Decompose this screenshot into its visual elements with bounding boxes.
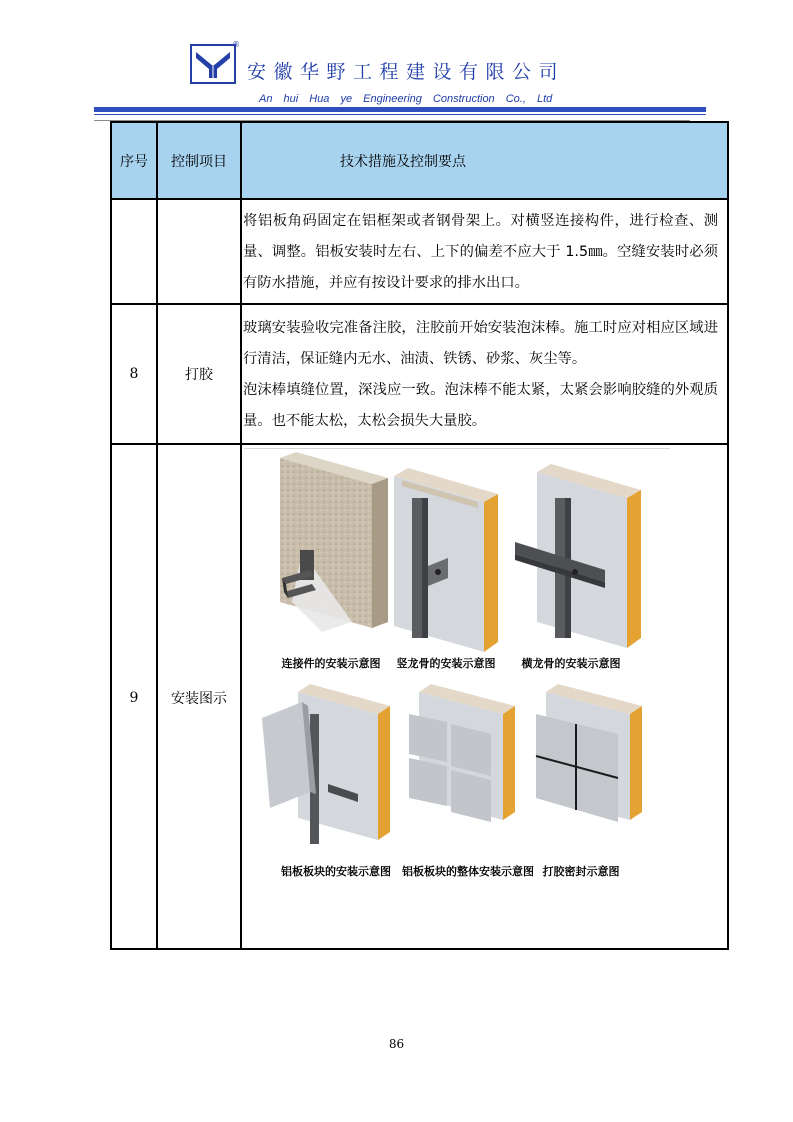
connector-installation-diagram [262, 452, 392, 652]
row-number: 8 [129, 366, 139, 382]
figure-caption: 竖龙骨的安装示意图 [396, 657, 496, 670]
header-rule-thin [94, 114, 706, 115]
figure-caption: 连接件的安装示意图 [281, 657, 381, 670]
row-item: 安装图示 [171, 690, 227, 707]
registered-mark: ® [232, 40, 240, 49]
row-item: 打胶 [185, 367, 213, 383]
horizontal-keel-installation-diagram [515, 462, 645, 652]
company-name-en: An hui Hua ye Engineering Construction Co., Ltd [259, 93, 553, 105]
company-logo [190, 44, 236, 84]
figure-caption: 打胶密封示意图 [542, 865, 620, 878]
column-divider [240, 123, 242, 948]
figure-caption: 横龙骨的安装示意图 [521, 657, 621, 670]
sealant-sealing-diagram [532, 684, 648, 824]
figure-top-rule [244, 448, 670, 449]
header-rule-thick [94, 107, 706, 112]
aluminum-panel-overall-installation-diagram [405, 684, 521, 824]
header-control-item: 控制项目 [171, 154, 227, 170]
row-content: 玻璃安装验收完准备注胶，注胶前开始安装泡沫棒。施工时应对相应区域进行清洁，保证缝内无水、油渍、铁锈、砂浆、灰尘等。 [243, 320, 718, 367]
page-number: 86 [388, 1037, 405, 1051]
figure-caption: 铝板板块的安装示意图 [281, 865, 391, 878]
company-name-cn: 安徽华野工程建设有限公司 [247, 61, 566, 83]
vertical-keel-installation-diagram [392, 466, 502, 656]
row-content: 泡沫棒填缝位置，深浅应一致。泡沫棒不能太紧，太紧会影响胶缝的外观质量。也不能太松，太松会损失大量胶。 [243, 382, 718, 429]
row-number: 9 [129, 689, 139, 706]
header-technical-measures: 技术措施及控制要点 [340, 154, 466, 170]
figure-caption: 铝板板块的整体安装示意图 [402, 865, 534, 878]
aluminum-panel-installation-diagram [262, 684, 392, 850]
row-content: 将铝板角码固定在铝框架或者钢骨架上。对横竖连接构件，进行检查、测量、调整。铝板安装时左右、上下的偏差不应大于 1.5㎜。空缝安装时必须有防水措施，并应有按设计要求的排水出口。 [243, 213, 718, 291]
header-no: 序号 [120, 154, 148, 170]
